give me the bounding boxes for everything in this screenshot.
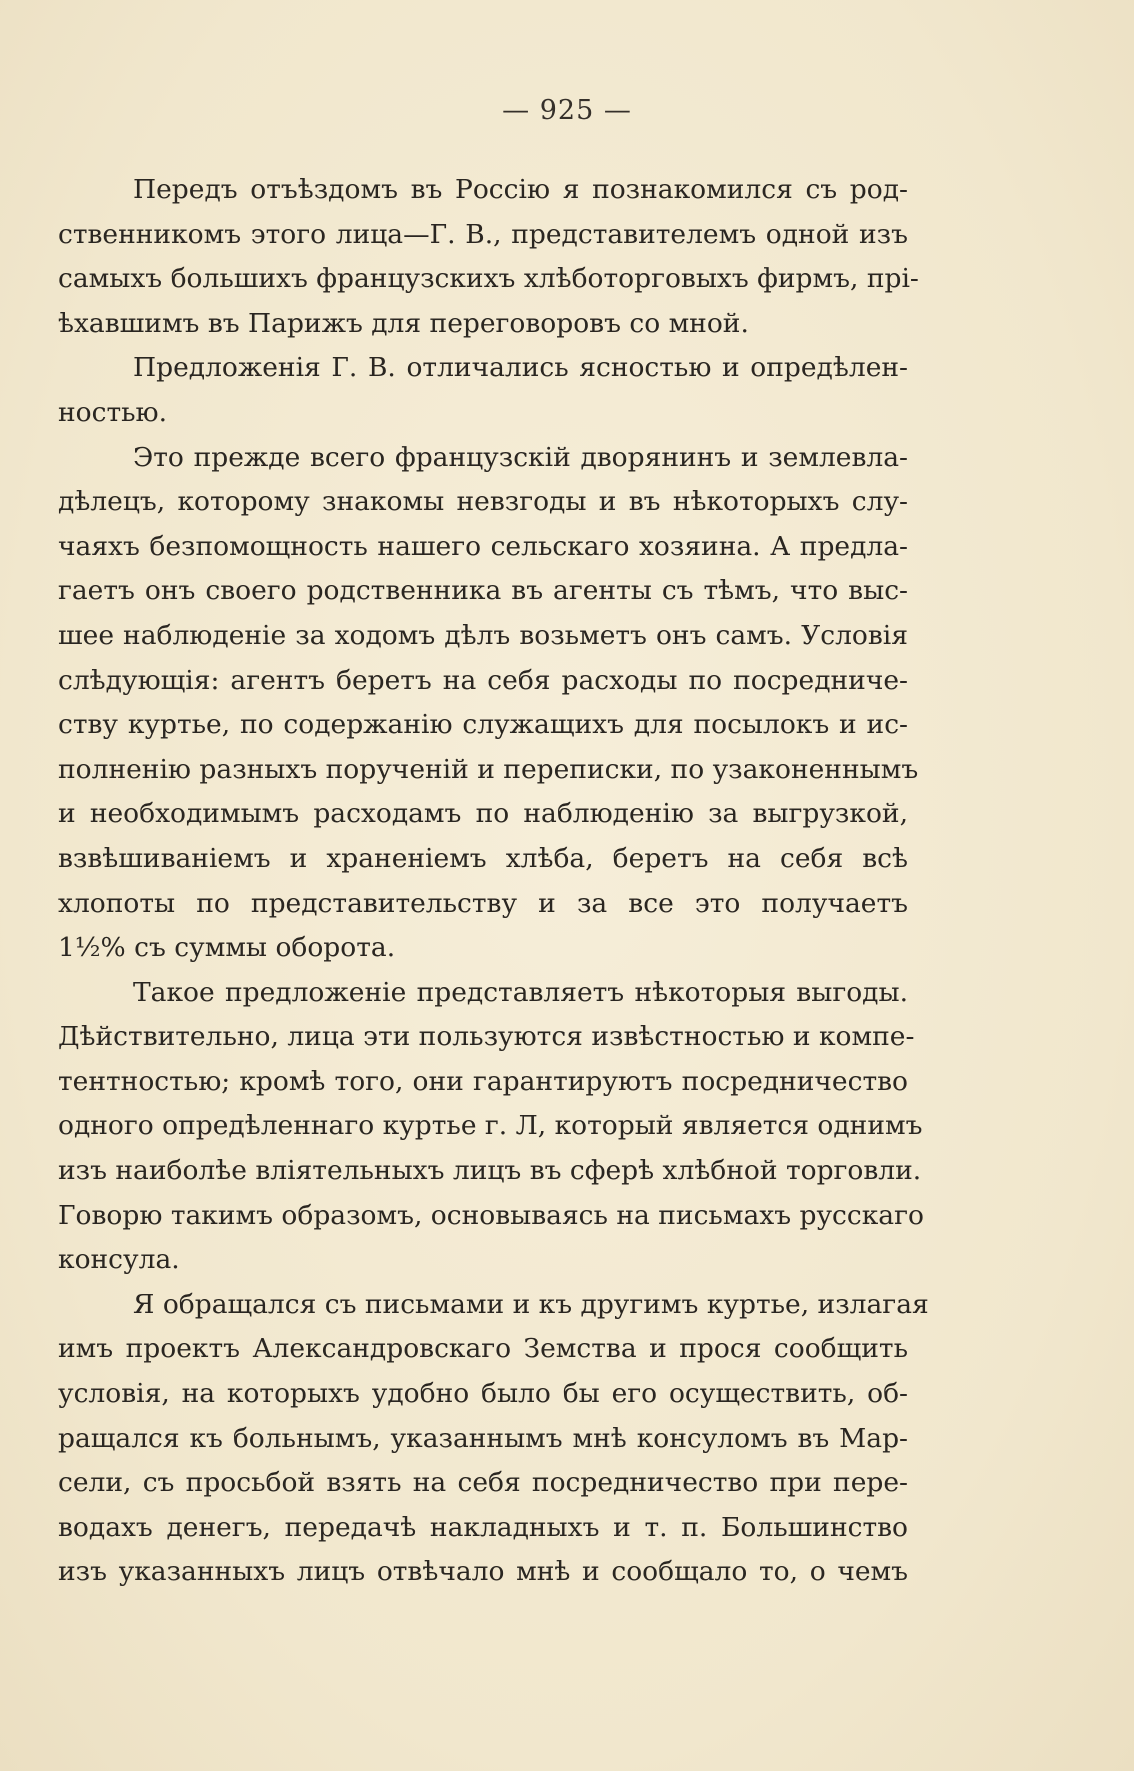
- text-line: 1½% съ суммы оборота.: [58, 932, 396, 964]
- text-line: Говорю такимъ образомъ, основываясь на письмахъ русскаго: [58, 1199, 924, 1231]
- text-line: изъ наиболѣе вліятельныхъ лицъ въ сферѣ хлѣбной торговли.: [58, 1155, 922, 1187]
- text-line: водахъ денегъ, передачѣ накладныхъ и т. п. Большинство: [58, 1511, 908, 1543]
- text-line: консула.: [58, 1244, 180, 1276]
- text-line: дѣлецъ, которому знакомы невзгоды и въ нѣкоторыхъ слу-: [58, 486, 908, 518]
- text-line: ѣхавшимъ въ Парижъ для переговоровъ со мной.: [58, 307, 749, 339]
- text-line: ственникомъ этого лица—Г. В., представителемъ одной изъ: [58, 218, 908, 250]
- text-line: Передъ отъѣздомъ въ Россію я познакомился съ род-: [133, 174, 908, 205]
- text-line: слѣдующія: агентъ беретъ на себя расходы по посредниче-: [58, 664, 908, 696]
- text-line: взвѣшиваніемъ и храненіемъ хлѣба, беретъ на себя всѣ: [58, 842, 908, 874]
- text-line: ращался къ больнымъ, указаннымъ мнѣ консуломъ въ Мар-: [58, 1422, 908, 1454]
- text-line: хлопоты по представительству и за все это получаетъ: [58, 887, 908, 919]
- text-line: чаяхъ безпомощность нашего сельскаго хозяина. А предла-: [58, 530, 908, 562]
- text-line: условія, на которыхъ удобно было бы его осуществить, об-: [58, 1378, 908, 1410]
- page-number: — 925 —: [502, 95, 632, 126]
- text-line: гаетъ онъ своего родственника въ агенты съ тѣмъ, что выс-: [58, 575, 908, 607]
- text-line: самыхъ большихъ французскихъ хлѣботорговыхъ фирмъ, прі-: [58, 263, 919, 295]
- body-text: [58, 168, 929, 1595]
- text-line: Это прежде всего французскій дворянинъ и землевла-: [133, 441, 908, 473]
- text-line: Я обращался съ письмами и къ другимъ куртье, излагая: [133, 1288, 929, 1320]
- text-line: Предложенія Г. В. отличались ясностью и опредѣлен-: [133, 352, 908, 384]
- text-line: ностью.: [58, 396, 168, 428]
- text-line: одного опредѣленнаго куртье г. Л, который является однимъ: [58, 1110, 923, 1142]
- text-line: тентностью; кромѣ того, они гарантируютъ посредничество: [58, 1065, 908, 1097]
- text-line: имъ проектъ Александровскаго Земства и прося сообщить: [58, 1333, 908, 1365]
- text-line: изъ указанныхъ лицъ отвѣчало мнѣ и сообщало то, о чемъ: [58, 1556, 908, 1588]
- text-line: ству куртье, по содержанію служащихъ для посылокъ и ис-: [58, 709, 908, 741]
- text-line: Дѣйствительно, лица эти пользуются извѣстностью и компе-: [58, 1021, 915, 1053]
- text-line: полненію разныхъ порученій и переписки, по узаконеннымъ: [58, 753, 919, 785]
- text-line: сели, съ просьбой взять на себя посредничество при пере-: [58, 1467, 908, 1499]
- text-line: шее наблюденіе за ходомъ дѣлъ возьметъ онъ самъ. Условія: [58, 619, 908, 651]
- text-line: Такое предложеніе представляетъ нѣкоторыя выгоды.: [133, 976, 908, 1008]
- text-line: и необходимымъ расходамъ по наблюденію за выгрузкой,: [58, 798, 908, 830]
